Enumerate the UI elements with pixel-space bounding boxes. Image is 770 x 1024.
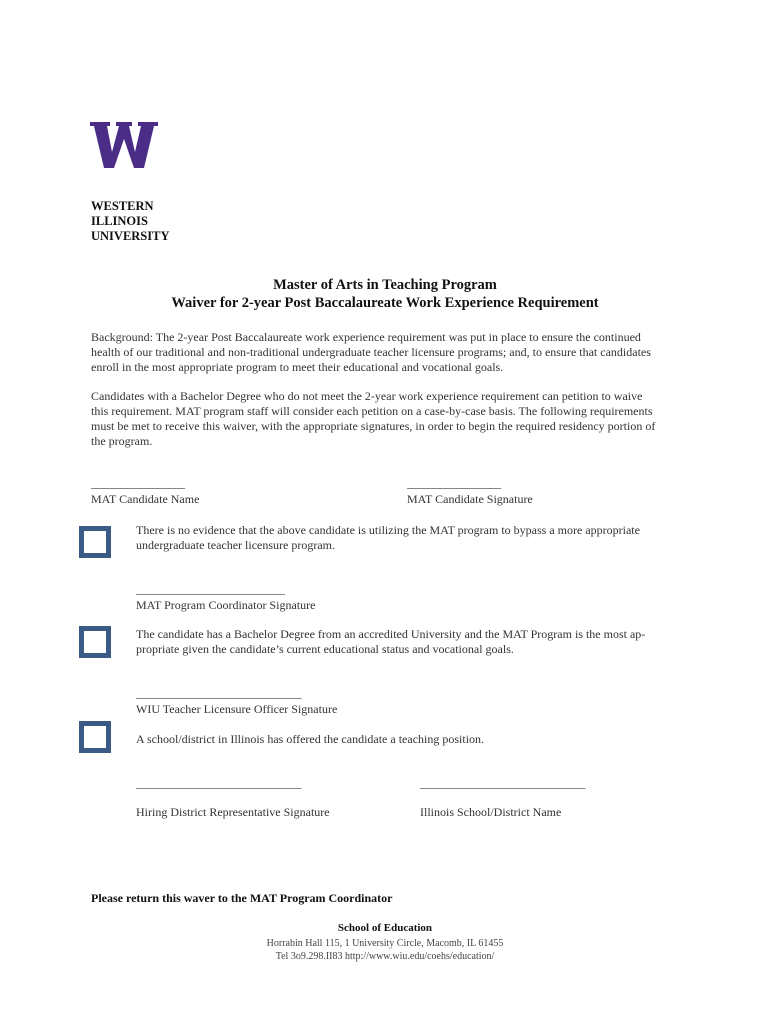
footer-contact: Tel 3o9.298.II83 http://www.wiu.edu/coehs/education/ [275,951,495,962]
candidate-signature-label: MAT Candidate Signature [407,492,533,506]
university-name: WESTERN ILLINOIS UNIVERSITY [91,199,170,243]
return-instruction: Please return this waver to the MAT Program Coordinator [91,891,393,905]
candidate-name-line[interactable]: _________________ [91,476,185,490]
district-rep-signature-label: Hiring District Representative Signature [136,805,330,819]
coordinator-signature-label: MAT Program Coordinator Signature [136,598,316,612]
form-title: Master of Arts in Teaching Program [273,277,497,293]
candidate-name-label: MAT Candidate Name [91,492,200,506]
wiu-logo-icon [90,122,158,168]
candidate-signature-line[interactable]: _________________ [407,476,501,490]
candidates-paragraph: Candidates with a Bachelor Degree who do not meet the 2-year work experience requirement can petition to waive this requirement. MAT program staff will consider each petition on a case-by-case basis. The following requirements must be met to receive this waiver, with the appropriate signatures, in order to begin the required residency portion of the program. [91,389,656,448]
footer-address: Horrabin Hall 115, 1 University Circle, Macomb, IL 61455 [266,938,504,949]
background-paragraph: Background: The 2-year Post Baccalaureate work experience requirement was put in place to ensure the continued health of our traditional and non-traditional undergraduate teacher licensure programs; and, to ensure that candidates enroll in the most appropriate program to meet their educational and vocational goals. [91,330,651,374]
statement-bachelor-degree: The candidate has a Bachelor Degree from an accredited University and the MAT Program is the most ap- propriate given the candidate’s current educational status and vocational goals. [136,627,646,656]
licensure-signature-label: WIU Teacher Licensure Officer Signature [136,702,338,716]
footer-school: School of Education [337,922,433,934]
licensure-signature-line[interactable]: ______________________________ [136,686,301,700]
coordinator-signature-line[interactable]: ___________________________ [136,582,285,596]
district-rep-signature-line[interactable]: ______________________________ [136,776,301,790]
checkbox-no-bypass[interactable] [79,526,111,558]
district-name-label: Illinois School/District Name [420,805,562,819]
district-name-line[interactable]: ______________________________ [420,776,585,790]
checkbox-bachelor-degree[interactable] [79,626,111,658]
checkbox-teaching-offer[interactable] [79,721,111,753]
statement-teaching-offer: A school/district in Illinois has offered the candidate a teaching position. [136,732,485,746]
form-subtitle: Waiver for 2-year Post Baccalaureate Work Experience Requirement [171,295,599,311]
statement-no-bypass: There is no evidence that the above candidate is utilizing the MAT program to bypass a more appropriate undergraduate teacher licensure program. [136,523,640,552]
